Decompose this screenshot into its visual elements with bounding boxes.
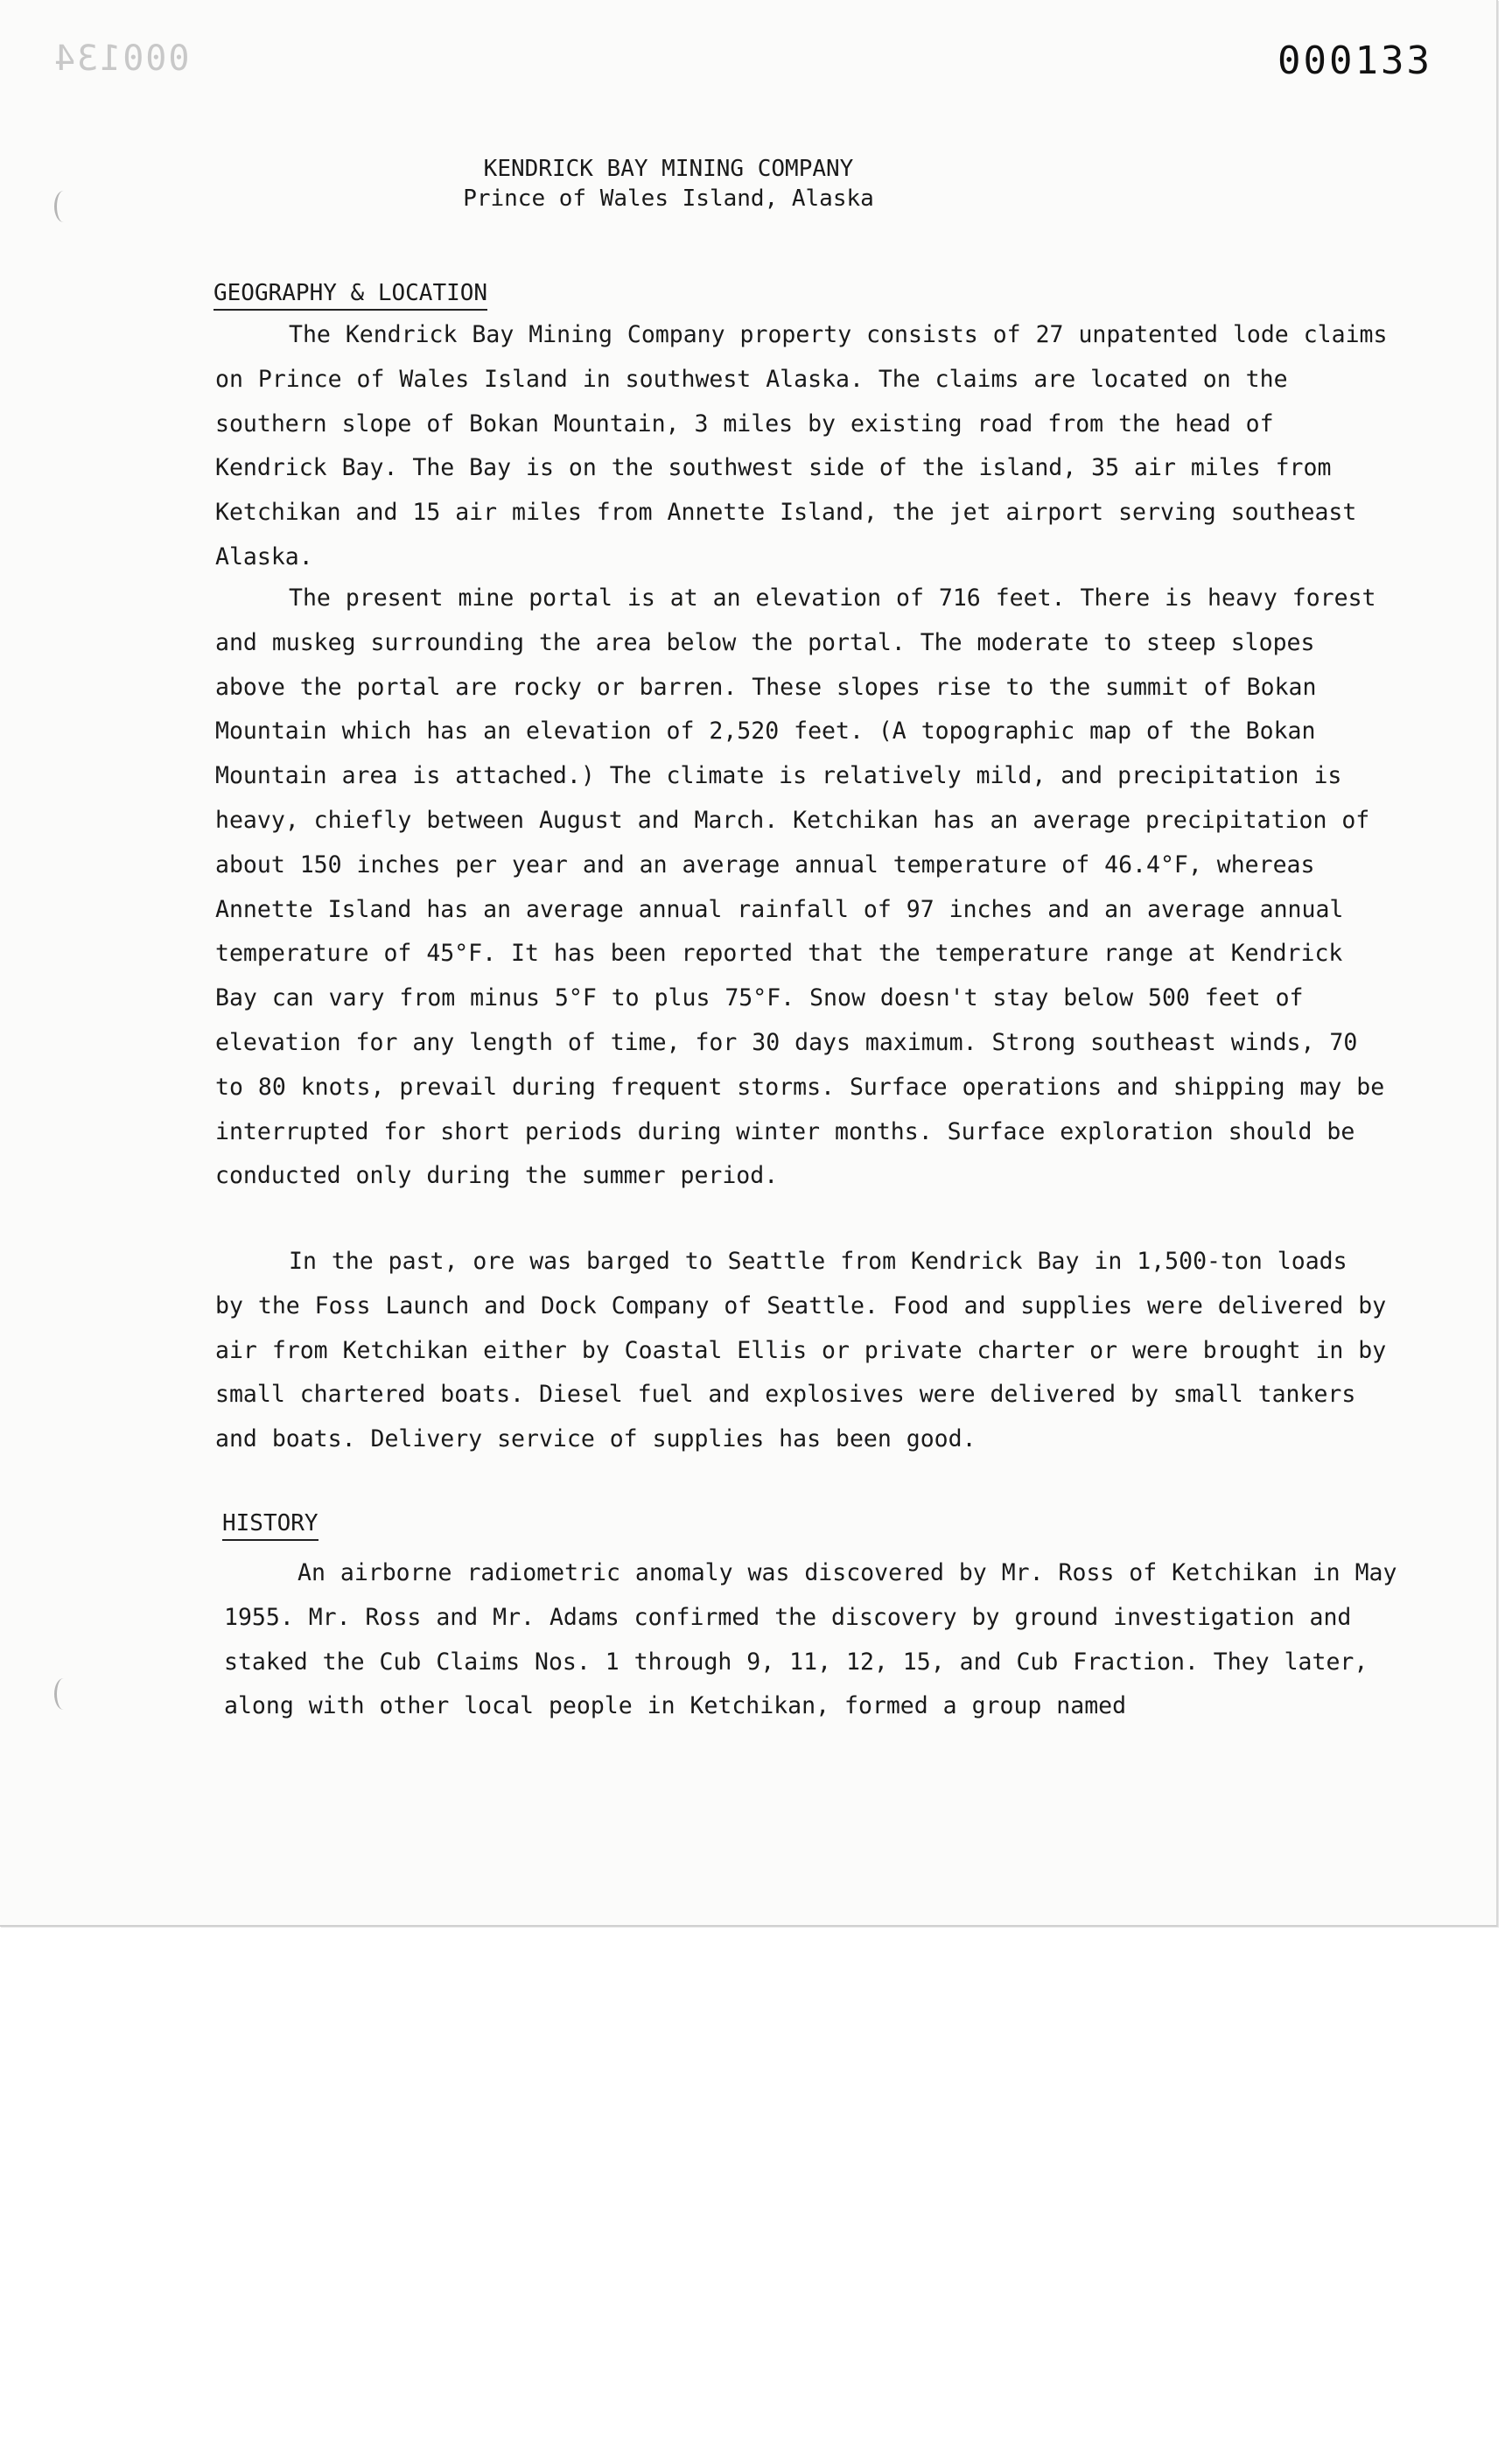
paragraph-geography-2: The present mine portal is at an elevation of 716 feet. There is heavy forest and muskeg surrounding the area below the portal. The moderate to steep slopes above the portal are rocky or barren. These slopes rise to the summit of Bokan Mountain which has an elevation of 2,520 feet. (A topographic map of the Bokan Mountain area is attached.) The climate is relatively mild, and precipitation is heavy, chiefly between August and March. Ketchikan has an average precipitation of about 150 inches per year and an average annual temperature of 46.4°F, whereas Annette Island has an average annual rainfall of 97 inches and an average annual temperature of 45°F. It has been reported that the temperature range at Kendrick Bay can vary from minus 5°F to plus 75°F. Snow doesn't stay below 500 feet of elevation for any length of time, for 30 days maximum. Strong southeast winds, 70 to 80 knots, prevail during frequent storms. Surface operations and shipping may be interrupted for short periods during winter months. Surface exploration should be conducted only during the summer period.: [215, 584, 1385, 1190]
bleed-through-page-number: 000134: [52, 38, 190, 79]
section-heading-history: HISTORY: [222, 1508, 318, 1541]
page-number: 000133: [1278, 38, 1432, 83]
document-subtitle: Prince of Wales Island, Alaska: [463, 186, 874, 212]
paragraph-geography-3: In the past, ore was barged to Seattle from Kendrick Bay in 1,500-ton loads by the Foss Launch and Dock Company of Seattle. Food and supplies were delivered by air from Ketchikan either by Coastal Ellis or private charter or were brought in by small chartered boats. Diesel fuel and explosives were delivered by small tankers and boats. Delivery service of supplies has been good.: [215, 1248, 1387, 1453]
document-title: KENDRICK BAY MINING COMPANY: [483, 156, 854, 182]
section-heading-geography: GEOGRAPHY & LOCATION: [214, 278, 487, 311]
paragraph-geography-1: The Kendrick Bay Mining Company property consists of 27 unpatented lode claims on Prince of Wales Island in southwest Alaska. The claims are located on the southern slope of Bokan Mountain, 3 miles by existing road from the head of Kendrick Bay. The Bay is on the southwest side of the island, 35 air miles from Ketchikan and 15 air miles from Annette Island, the jet airport serving southeast Alaska.: [215, 321, 1388, 570]
punch-hole-mark-icon: [54, 1678, 73, 1710]
paragraph-history-1: An airborne radiometric anomaly was discovered by Mr. Ross of Ketchikan in May 1955. Mr. Ross and Mr. Adams confirmed the discovery by ground investigation and staked the Cub Claims Nos. 1 through 9, 11, 12, 15, and Cub Fraction. They later, along with other local people in Ketchikan, formed a group named: [224, 1559, 1397, 1720]
